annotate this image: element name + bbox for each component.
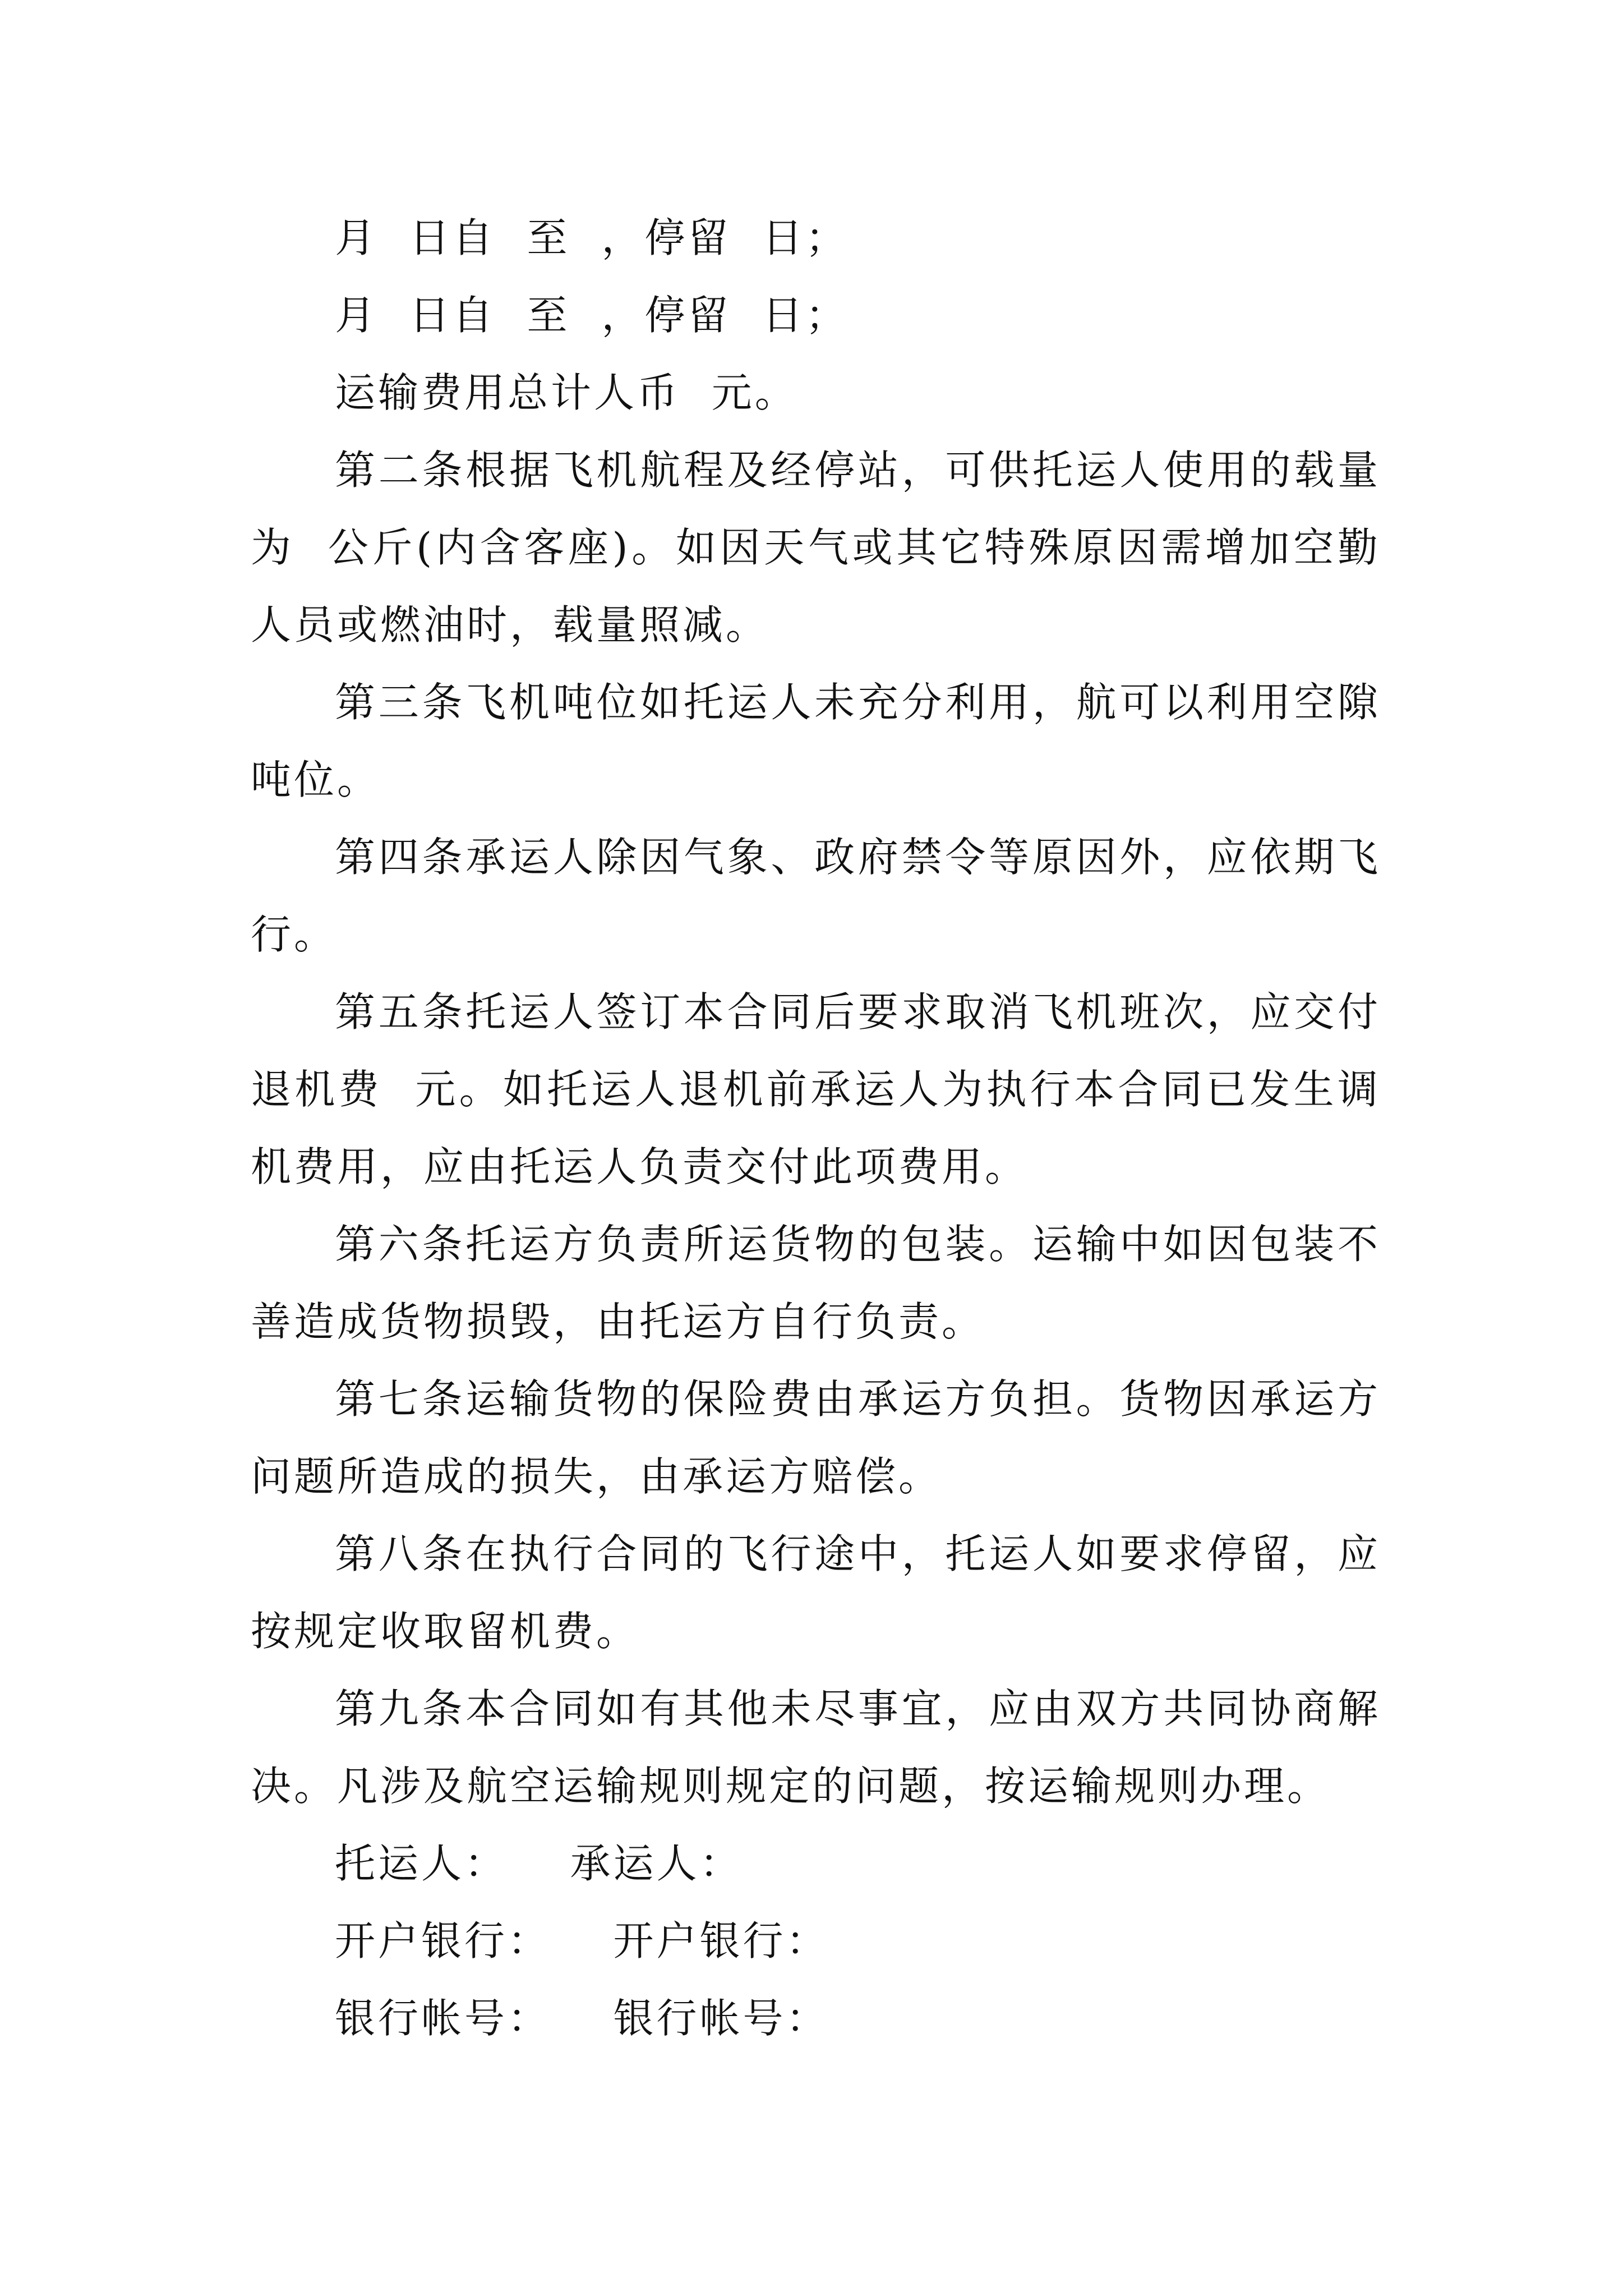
clause-7: 第七条运输货物的保险费由承运方负担。货物因承运方问题所造成的损失，由承运方赔偿。 bbox=[251, 1375, 1381, 1500]
signature-banks: 开户银行： 开户银行： bbox=[335, 1917, 829, 1964]
schedule-line-1: 月 日自 至 ，停留 日； bbox=[335, 214, 849, 261]
clause-6: 第六条托运方负责所运货物的包装。运输中如因包装不善造成货物损毁，由托运方自行负责。 bbox=[251, 1221, 1381, 1345]
clause-5: 第五条托运人签订本合同后要求取消飞机班次，应交付退机费 元。如托运人退机前承运人为执行本合同已发生调机费用，应由托运人负责交付此项费用。 bbox=[251, 988, 1381, 1190]
schedule-line-2: 月 日自 至 ，停留 日； bbox=[335, 292, 849, 339]
clause-4: 第四条承运人除因气象、政府禁令等原因外，应依期飞行。 bbox=[251, 834, 1381, 958]
signature-parties: 托运人： 承运人： bbox=[335, 1840, 743, 1887]
document-body bbox=[251, 199, 1381, 2057]
clause-3: 第三条飞机吨位如托运人未充分利用，航可以利用空隙吨位。 bbox=[251, 679, 1381, 803]
signature-accounts: 银行帐号： 银行帐号： bbox=[335, 1995, 829, 2042]
total-fee-line: 运输费用总计人币 元。 bbox=[335, 369, 798, 416]
clause-2: 第二条根据飞机航程及经停站，可供托运人使用的载量为 公斤(内含客座)。如因天气或其它特殊原因需增加空勤人员或燃油时，载量照减。 bbox=[251, 447, 1381, 648]
clause-9: 第九条本合同如有其他未尽事宜，应由双方共同协商解决。凡涉及航空运输规则规定的问题，按运输规则办理。 bbox=[251, 1685, 1381, 1810]
clause-8: 第八条在执行合同的飞行途中，托运人如要求停留，应按规定收取留机费。 bbox=[251, 1530, 1381, 1655]
